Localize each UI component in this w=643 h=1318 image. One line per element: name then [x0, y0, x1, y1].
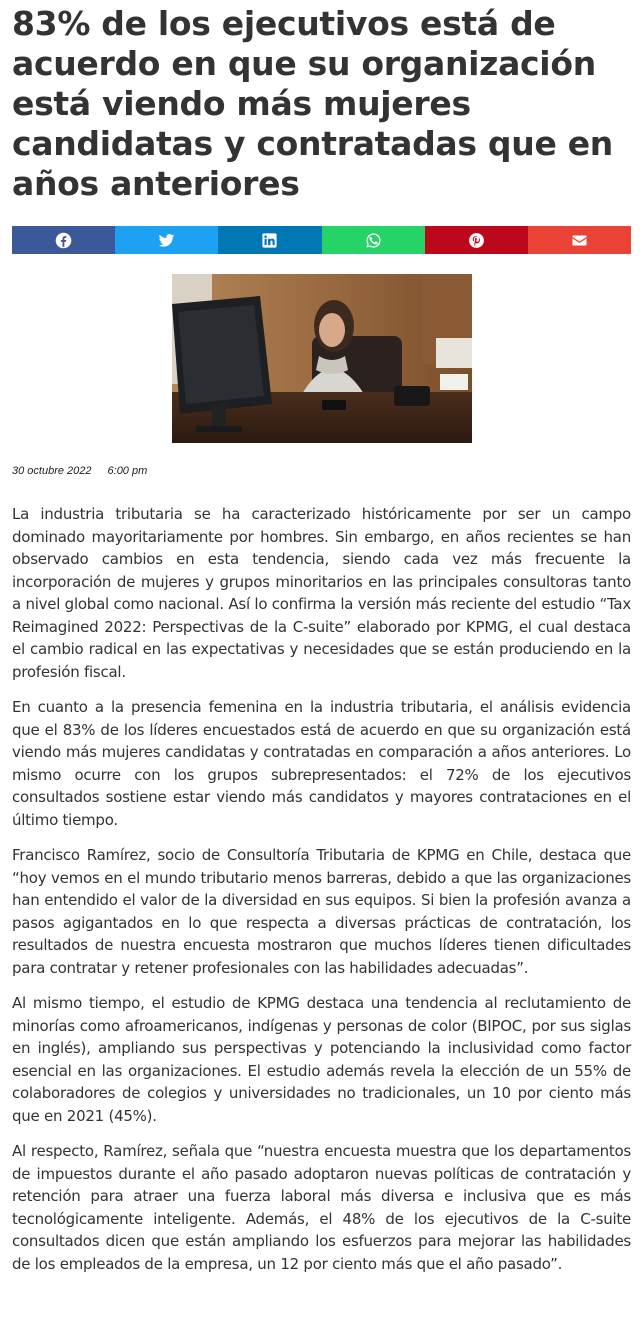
- article-title: 83% de los ejecutivos está de acuerdo en que su organización está viendo más mujeres candidatas y contratadas que en años anteriores: [12, 4, 613, 203]
- publish-time: 6:00 pm: [107, 465, 148, 477]
- article-body: [12, 503, 631, 1275]
- share-facebook-button[interactable]: [12, 226, 115, 254]
- article-paragraph: Francisco Ramírez, socio de Consultoría Tributaria de KPMG en Chile, destaca que “hoy vemos en el mundo tributario menos barreras, debido a que las organizaciones han entendido el valor de la diversidad en sus equipos. Si bien la profesión avanza a pasos agigantados en lo que respecta a diversas prácticas de contratación, los resultados de nuestra encuesta mostraron que muchos líderes tienen dificultades para contratar y retener profesionales con las habilidades adecuadas”.: [12, 846, 631, 977]
- article-paragraph: La industria tributaria se ha caracterizado históricamente por ser un campo dominado mayoritariamente por hombres. Sin embargo, en años recientes se han observado cambios en esta tendencia, siendo cada vez más frecuente la incorporación de mujeres y grupos minoritarios en las principales consultoras tanto a nivel global como nacional. Así lo confirma la versión más reciente del estudio “Tax Reimagined 2022: Perspectivas de la C-suite” elaborado por KPMG, el cual destaca el cambio radical en las expectativas y necesidades que se están produciendo en la profesión fiscal.: [12, 505, 631, 681]
- article-meta: [12, 465, 631, 477]
- share-twitter-button[interactable]: [115, 226, 218, 254]
- publish-date: 30 octubre 2022: [12, 465, 92, 477]
- article-paragraph: En cuanto a la presencia femenina en la industria tributaria, el análisis evidencia que el 83% de los líderes encuestados está de acuerdo en que su organización está viendo más mujeres candidatas y contratadas en comparación a años anteriores. Lo mismo ocurre con los grupos subrepresentados: el 72% de los ejecutivos consultados sostiene estar viendo más candidatos y mayores contrataciones en el último tiempo.: [12, 698, 631, 829]
- linkedin-icon: [261, 232, 278, 249]
- share-whatsapp-button[interactable]: [322, 226, 425, 254]
- share-linkedin-button[interactable]: [218, 226, 321, 254]
- facebook-icon: [55, 232, 72, 249]
- article-paragraph: Al respecto, Ramírez, señala que “nuestra encuesta muestra que los departamentos de impuestos durante el año pasado adoptaron nuevas políticas de contratación y retención para atraer una fuerza laboral más diversa e inclusiva que es más tecnológicamente inteligente. Además, el 48% de los ejecutivos de la C-suite consultados dicen que están ampliando los esfuerzos para mejorar las habilidades de los empleados de la empresa, un 12 por ciento más que el año pasado”.: [12, 1142, 631, 1273]
- featured-image: [172, 274, 472, 443]
- featured-image-container: [12, 274, 631, 443]
- share-email-button[interactable]: [528, 226, 631, 254]
- email-icon: [571, 232, 588, 249]
- whatsapp-icon: [365, 232, 382, 249]
- twitter-icon: [158, 232, 175, 249]
- pinterest-icon: [468, 232, 485, 249]
- article-paragraph: Al mismo tiempo, el estudio de KPMG destaca una tendencia al reclutamiento de minorías como afroamericanos, indígenas y personas de color (BIPOC, por sus siglas en inglés), ampliando sus perspectivas y potenciando la inclusividad como factor esencial en las organizaciones. El estudio además revela la elección de un 55% de colaboradores de colegios y universidades no tradicionales, un 10 por ciento más que en 2021 (45%).: [12, 994, 631, 1125]
- share-bar: [12, 226, 631, 254]
- office-photo-illustration: [172, 274, 472, 443]
- share-pinterest-button[interactable]: [425, 226, 528, 254]
